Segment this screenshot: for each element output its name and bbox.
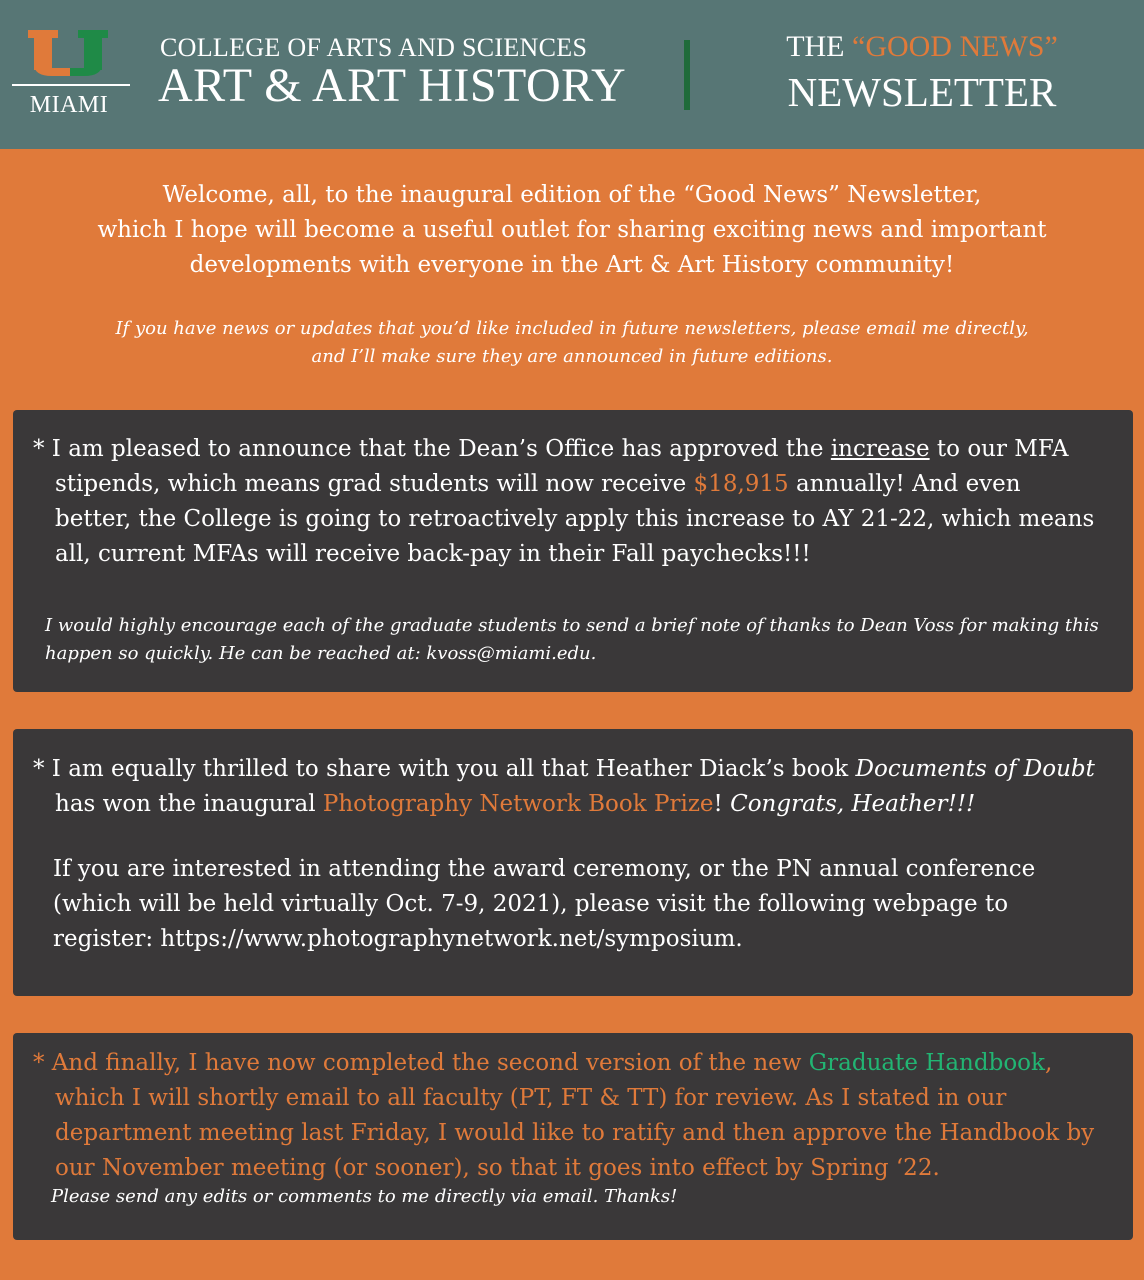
increase-word: increase (830, 436, 930, 462)
stipend-text: * I am pleased to announce that the Dean’s Office has approved the (33, 436, 831, 462)
prize-name: Photography Network Book Prize (322, 791, 714, 817)
book-prize-text: ! (713, 791, 731, 817)
handbook-note: Please send any edits or comments to me directly via email. Thanks! (51, 1186, 678, 1207)
welcome-line: developments with everyone in the Art & Art History community! (189, 252, 955, 278)
handbook-text: , which I will shortly email to all faculty (PT, FT & TT) for review. As I stated in our department meeting last Friday, I would like to ratify and then approve the Handbook by our November meeting (or sooner), so that it goes into effect by Spring ‘22. (55, 1050, 1095, 1181)
handbook-title: Graduate Handbook (808, 1050, 1045, 1076)
news-item-handbook (13, 1033, 1133, 1240)
header-divider (684, 40, 690, 110)
submission-note-line: and I’ll make sure they are announced in future editions. (311, 346, 833, 367)
stipend-text: annually! And even better, the College is going to retroactively apply this increase to AY 21-22, which means all, current MFAs will receive back-pay in their Fall paychecks!!! (55, 471, 1095, 567)
congrats-text: Congrats, Heather!!! (730, 791, 976, 817)
book-title: Documents of Doubt (855, 756, 1095, 782)
stipend-text: to our MFA stipends, which means grad students will now receive (55, 436, 1069, 497)
college-name: COLLEGE OF ARTS AND SCIENCES (160, 33, 588, 62)
handbook-announcement (33, 1046, 1103, 1186)
welcome-line: which I hope will become a useful outlet for sharing exciting news and important (97, 217, 1047, 243)
welcome-message (40, 178, 1104, 283)
handbook-text: * And finally, I have now completed the second version of the new (33, 1050, 809, 1076)
thanks-note: I would highly encourage each of the graduate students to send a brief note of thanks to Dean Voss for making this happen so quickly. He can be reached at: kvoss@miami.edu. (45, 615, 1099, 664)
news-item-book-prize (13, 729, 1133, 996)
newsletter-the: THE (786, 30, 853, 63)
department-name: ART & ART HISTORY (158, 59, 627, 112)
submission-note-line: If you have news or updates that you’d like included in future newsletters, please email me directly, (115, 318, 1029, 339)
book-prize-announcement (33, 752, 1103, 822)
conference-info: If you are interested in attending the award ceremony, or the PN annual conference (which will be held virtually Oct. 7-9, 2021), please visit the following webpage to register: https://www.photographynetwork.net/symposium. (53, 856, 1036, 952)
welcome-line: Welcome, all, to the inaugural edition of the “Good News” Newsletter, (162, 182, 982, 208)
logo-miami-text: MIAMI (29, 92, 109, 118)
newsletter-title-top (700, 30, 1144, 64)
newsletter-title: NEWSLETTER (787, 69, 1057, 115)
book-prize-text: * I am equally thrilled to share with you all that Heather Diack’s book (33, 756, 856, 782)
book-prize-text: has won the inaugural (55, 791, 323, 817)
newsletter-good-news: “GOOD NEWS” (852, 30, 1058, 63)
submission-note (40, 315, 1104, 371)
stipend-amount: $18,915 (693, 471, 789, 497)
header-banner (0, 0, 1144, 149)
stipend-announcement (33, 432, 1103, 572)
news-item-stipend (13, 410, 1133, 692)
